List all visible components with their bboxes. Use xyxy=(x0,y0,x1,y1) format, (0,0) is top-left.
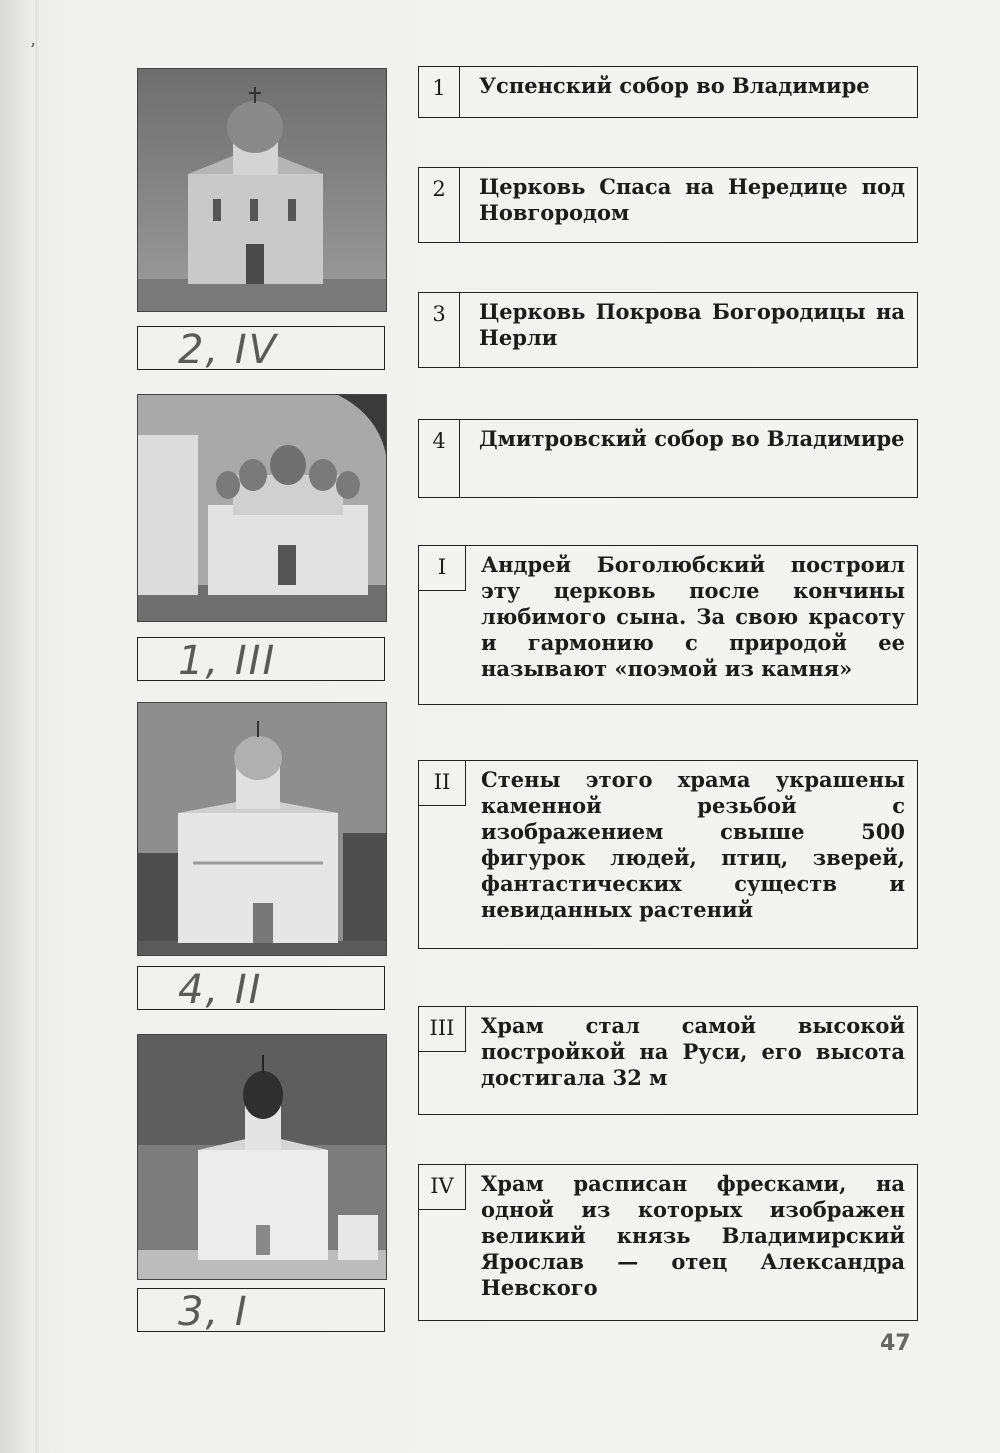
building-card-2 xyxy=(418,167,918,243)
description-card-IV xyxy=(418,1164,918,1321)
building-name: Успенский собор во Владимире xyxy=(479,73,870,98)
building-card-1 xyxy=(418,66,918,118)
card-number-cell: I xyxy=(419,546,466,591)
description-text: Храм стал самой высокой постройкой на Руси, его высота достигала 32 м xyxy=(481,1013,905,1090)
page-number: 47 xyxy=(880,1331,911,1356)
building-card-4 xyxy=(418,419,918,498)
answer-box-photo-2[interactable] xyxy=(137,637,385,684)
answer-box-photo-3[interactable] xyxy=(137,966,385,1013)
description-card-II xyxy=(418,760,918,949)
page-gutter xyxy=(36,0,37,1453)
handwritten-answer: 3, I xyxy=(178,1289,249,1335)
photo-church-nereditsa xyxy=(137,68,387,312)
card-number-cell: IV xyxy=(419,1165,466,1210)
description-text: Стены этого храма украшены каменной резьбой с изображением свыше 500 фигурок людей, птиц, зверей, фантастических существ и невиданных растений xyxy=(481,767,905,922)
photo-church-intercession-nerl xyxy=(137,1034,387,1280)
photo-assumption-cathedral xyxy=(137,394,387,622)
building-name: Дмитровский собор во Владимире xyxy=(479,426,905,451)
card-number-cell: II xyxy=(419,761,466,806)
margin-mark: ’ xyxy=(30,40,36,61)
card-number-cell: 4 xyxy=(419,420,460,497)
answer-box-photo-4[interactable] xyxy=(137,1288,385,1335)
building-card-3 xyxy=(418,292,918,368)
card-number-cell: 2 xyxy=(419,168,460,242)
handwritten-answer: 4, II xyxy=(178,967,263,1013)
description-card-I xyxy=(418,545,918,705)
handwritten-answer: 2, IV xyxy=(178,327,279,373)
building-name: Церковь Спаса на Нередице под Новгородом xyxy=(479,174,905,225)
building-name: Церковь Покрова Богородицы на Нерли xyxy=(479,299,905,350)
card-number-cell: III xyxy=(419,1007,466,1052)
answer-box-photo-1[interactable] xyxy=(137,326,385,373)
handwritten-answer: 1, III xyxy=(178,638,277,684)
description-card-III xyxy=(418,1006,918,1115)
photo-dmitrievsky-cathedral xyxy=(137,702,387,956)
card-number-cell: 3 xyxy=(419,293,460,367)
card-number-cell: 1 xyxy=(419,67,460,117)
description-text: Андрей Боголюбский построил эту церковь после кончины любимого сына. За свою красоту и гармонию с природой ее называют «поэмой из камня» xyxy=(481,552,905,681)
description-text: Храм расписан фресками, на одной из которых изображен великий князь Владимирский Ярослав — отец Александра Невского xyxy=(481,1171,905,1300)
